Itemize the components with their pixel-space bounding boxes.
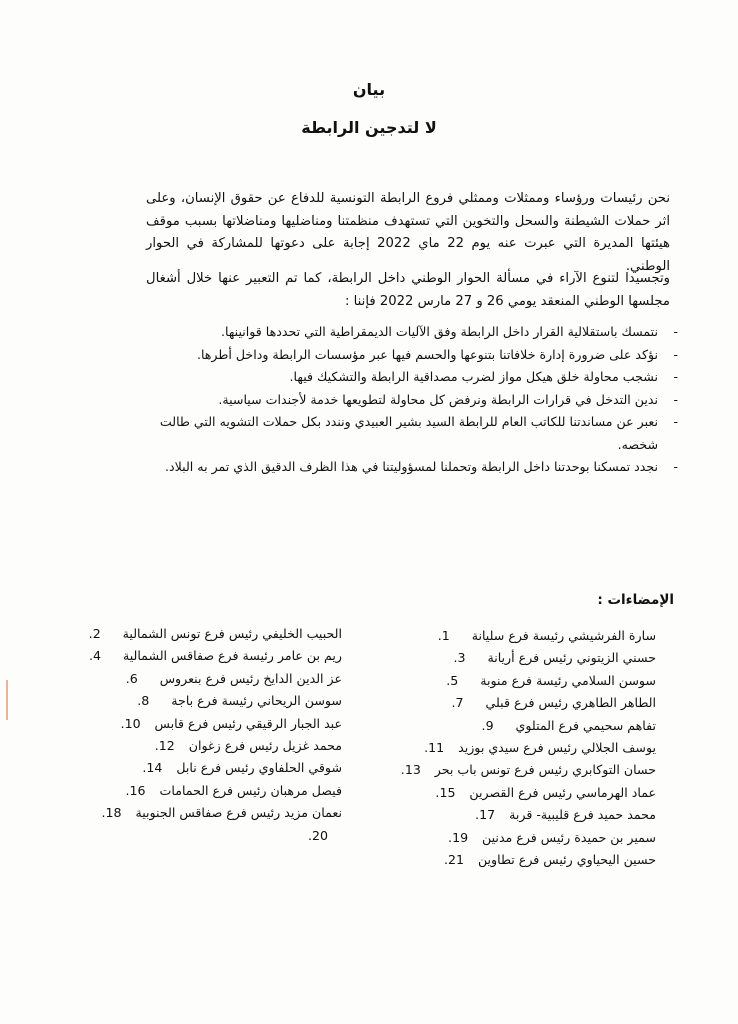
signatory-number: 13.: [400, 762, 421, 778]
signatory-number: 17.: [475, 807, 496, 823]
signature-row: [396, 759, 656, 781]
signatory-name: الحبيب الخليفي رئيس فرع تونس الشمالية: [122, 626, 342, 641]
signatory-number: 11.: [424, 740, 445, 756]
document-subtitle: لا لتدجين الرابطة: [301, 118, 437, 137]
signatory-number: 15.: [435, 784, 456, 800]
second-paragraph: وتجسيدا لتنوع الآراء في مسألة الحوار الوطني داخل الرابطة، كما تم التعبير عنها خلال أشغال مجلسها الوطني المنعقد يومي 26 و 27 مارس 2022 فإننا :: [146, 271, 670, 309]
bullet-item: [150, 411, 680, 456]
dash-marker: -: [673, 369, 678, 384]
signature-row: [62, 623, 342, 645]
bullet-item: [150, 366, 680, 389]
signatory-name: ريم بن عامر رئيسة فرع صفاقس الشمالية: [122, 648, 342, 664]
signature-row: [396, 715, 656, 737]
intro-paragraph: نحن رئيسات ورؤساء وممثلات وممثلي فروع الرابطة التونسية للدفاع عن حقوق الإنسان، وعلى اثر حملات الشيطنة والسحل والتخوين التي تستهدف منظمتنا ومناضليها ومناضلاتها بسبب موقف هيئتها المديرة التي عبرت عنه يوم 22 ماي 2022 إجابة على دعوتها للمشاركة في الحوار الوطني.: [146, 191, 670, 274]
bullet-item: [150, 321, 680, 344]
signatory-number: 2.: [88, 626, 101, 641]
signatory-number: 3.: [453, 650, 466, 666]
signature-row: [396, 804, 656, 826]
signatory-name: فيصل مرهبان رئيس فرع الحمامات: [159, 782, 342, 798]
signature-row: [62, 757, 342, 779]
dash-marker: -: [673, 391, 678, 407]
signature-row: [62, 735, 342, 757]
signatory-number: 4.: [88, 648, 101, 664]
signature-row: [62, 713, 342, 735]
signature-row: [62, 825, 342, 847]
bullet-item: [150, 344, 680, 367]
signatory-name: حسني الزيتوني رئيس فرع أريانة: [487, 650, 656, 666]
signatory-name: شوقي الحلفاوي رئيس فرع نابل: [176, 760, 342, 776]
signatory-name: يوسف الجلالي رئيس فرع سيدي بوزيد: [458, 740, 656, 756]
signature-row: [62, 645, 342, 667]
scan-edge-mark: [6, 680, 8, 720]
bullet-text: نشجب محاولة خلق هيكل مواز لضرب مصداقية الرابطة والتشكيك فيها.: [289, 369, 658, 384]
signatory-name: سوسن السلامي رئيسة فرع منوبة: [480, 672, 656, 688]
signature-row: [396, 782, 656, 804]
signatory-name: عماد الهرماسي رئيس فرع القصرين: [469, 784, 656, 800]
signatory-name: نعمان مزيد رئيس فرع صفاقس الجنوبية: [135, 805, 342, 821]
dash-marker: -: [673, 414, 678, 429]
bullet-text: نؤكد على ضرورة إدارة خلافاتنا بتنوعها والحسم فيها عبر مؤسسات الرابطة وداخل أطرها.: [196, 346, 658, 362]
signatory-name: تفاهم سحيمي فرع المتلوي: [515, 717, 656, 733]
signatory-name: سمير بن حميدة رئيس فرع مدنين: [482, 829, 656, 845]
signatory-number: 21.: [443, 852, 464, 868]
signatory-name: سارة الفرشيشي رئيسة فرع سليانة: [471, 628, 656, 643]
signatory-number: 14.: [142, 760, 163, 776]
signatory-name: محمد حميد فرع قليبية- قربة: [509, 807, 656, 823]
signatory-number: 6.: [125, 670, 138, 686]
signatory-number: 5.: [446, 672, 459, 688]
signature-row: [396, 737, 656, 759]
bullet-item: [150, 389, 680, 412]
signatory-name: حسان التوكابري رئيس فرع تونس باب بحر: [434, 762, 656, 778]
signature-row: [62, 802, 342, 824]
bullet-text: نتمسك باستقلالية القرار داخل الرابطة وفق الآليات الديمقراطية التي تحددها قوانينها.: [221, 324, 658, 339]
signature-row: [62, 690, 342, 712]
bullet-text: نعبر عن مساندتنا للكاتب العام للرابطة السيد بشير العبيدي ونندد بكل حملات التشويه التي طالت شخصه.: [159, 414, 658, 452]
signatory-name: عبد الجبار الرقيقي رئيس فرع قابس: [154, 715, 342, 731]
statement-bullet-list: [150, 321, 680, 479]
signatory-name: الطاهر الطاهري رئيس فرع قبلي: [485, 695, 656, 711]
signature-row: [396, 647, 656, 669]
signature-row: [396, 692, 656, 714]
bullet-text: نجدد تمسكنا بوحدتنا داخل الرابطة وتحملنا لمسؤوليتنا في هذا الظرف الدقيق الذي تمر به البلاد.: [165, 459, 658, 474]
signatory-number: 9.: [481, 717, 494, 733]
signatory-name: حسين اليحياوي رئيس فرع تطاوين: [477, 852, 656, 868]
signatures-left-column: [62, 623, 342, 847]
signatory-name: سوسن الريحاني رئيسة فرع باجة: [171, 693, 342, 709]
signatory-number: 12.: [154, 738, 175, 754]
signatory-name: محمد غزيل رئيس فرع زغوان: [188, 738, 342, 754]
bullet-item: [150, 456, 680, 479]
signature-row: [396, 827, 656, 849]
signatory-name: [336, 825, 342, 847]
signature-row: [396, 849, 656, 871]
dash-marker: -: [673, 346, 678, 362]
dash-marker: -: [673, 459, 678, 474]
signatures-right-column: [396, 625, 656, 871]
signatory-number: 10.: [120, 715, 141, 731]
signatory-number: 1.: [437, 628, 450, 643]
signatory-number: 16.: [125, 782, 146, 798]
signature-row: [396, 625, 656, 647]
document-title: بيان: [352, 80, 386, 99]
signatures-heading: الإمضاءات :: [597, 592, 674, 608]
signatory-number: 7.: [451, 695, 464, 711]
dash-marker: -: [673, 324, 678, 339]
signature-row: [396, 670, 656, 692]
signature-row: [62, 780, 342, 802]
signatory-number: 20.: [308, 827, 329, 843]
signatory-number: 19.: [448, 829, 469, 845]
signature-row: [62, 668, 342, 690]
signatory-name: عز الدين الدايخ رئيس فرع بنعروس: [159, 670, 342, 686]
signatory-number: 8.: [137, 693, 150, 709]
signatory-number: 18.: [101, 805, 122, 821]
bullet-text: ندين التدخل في قرارات الرابطة ونرفض كل محاولة لتطويعها خدمة لأجندات سياسية.: [218, 391, 658, 407]
